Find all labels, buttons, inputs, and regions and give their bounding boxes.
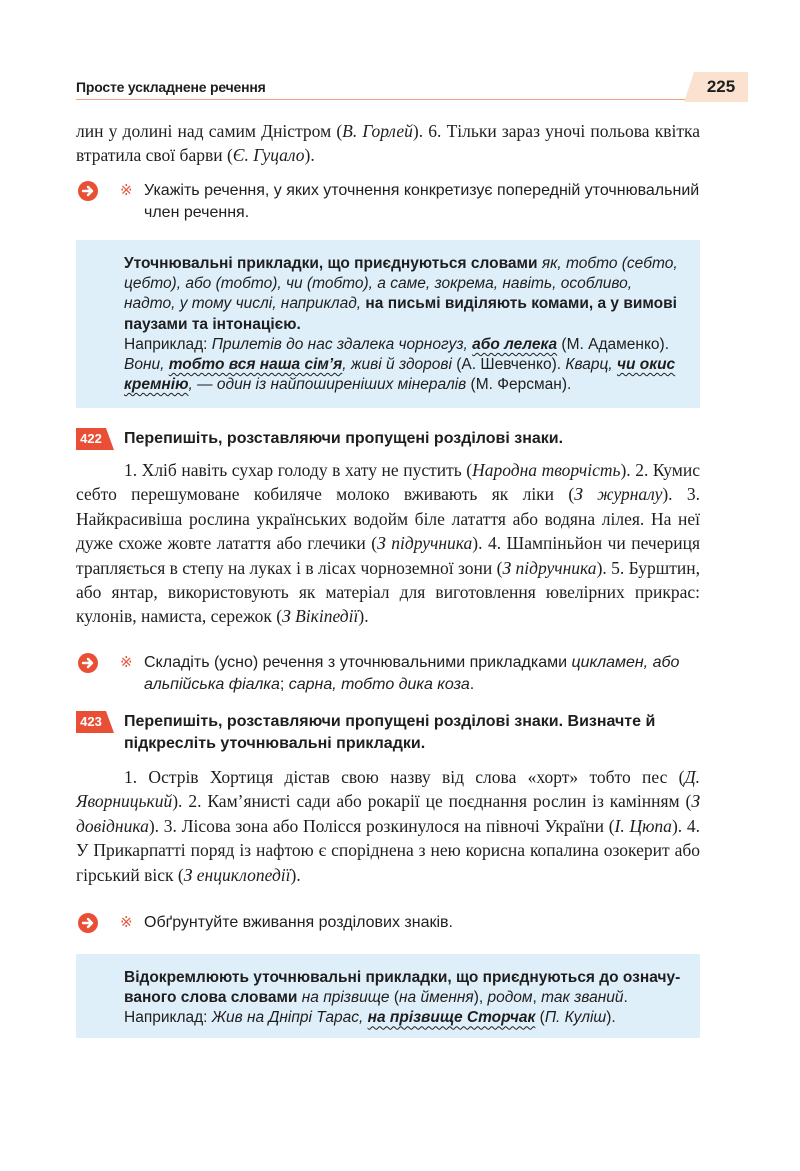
task-item-1 bbox=[76, 180, 700, 224]
exercise-422-header bbox=[76, 428, 700, 450]
exercise-422-text: 1. Хліб навіть сухар голоду в хату не пустить (Народна творчість). 2. Кумис себто перешумоване кобиляче молоко вживають як ліки (З журналу). 3. Найкрасивіша рослина українських водойм біле латаття або водяна лілея. На неї дуже схоже жовте латаття або глечики (З підручника). 4. Шампіньйон чи печериця трапляється в степу на луках і в лісах чорноземної зони (З підручника). 5. Бурштин, або янтар, використовують як матеріал для виготовлення ювелірних прикрас: кулонів, намиста, сережок (З Вікіпедії). bbox=[76, 460, 701, 627]
rule-box-2: Відокремлюють уточнювальні прикладки, що приєднуються до означуваного слова словами на прізвище (на ймення), родом, так званий. Наприклад: Жив на Дніпрі Тарас, на прізвище Сторчак (П. Куліш). bbox=[76, 954, 700, 1038]
page-number: 225 bbox=[694, 72, 748, 102]
arrow-right-icon bbox=[78, 181, 98, 201]
exercise-423-header bbox=[76, 711, 700, 755]
asterisk-icon: ※ bbox=[120, 914, 133, 931]
asterisk-icon: ※ bbox=[120, 182, 133, 199]
task-text: Обґрунтуйте вживання розділових знаків. bbox=[144, 914, 453, 931]
example-appositive: або лелека bbox=[472, 335, 558, 353]
arrow-right-icon bbox=[78, 913, 98, 933]
task-text: Складіть (усно) речення з уточнювальними прикладками цикламен, або альпійська фіалка; сарна, тобто дика коза. bbox=[144, 654, 680, 693]
example-appositive: на прізвище Сторчак bbox=[367, 1009, 536, 1027]
header-divider bbox=[76, 99, 696, 100]
exercise-423-text: 1. Острів Хортиця дістав свою назву від слова «хорт» тобто пес (Д. Яворницький). 2. Кам’янисті сади або рокарії це поєднання рослин із камінням (З довідника). 3. Лісова зона або Полісся розкинулося на півночі України (І. Цюпа). 4. У Прикарпатті поряд із нафтою є споріднена з нею корисна копалина озокерит або гірський віск (З енциклопедії). bbox=[76, 767, 700, 885]
asterisk-icon: ※ bbox=[120, 654, 133, 671]
continued-text: лин у долині над самим Дністром (В. Горлей). 6. Тільки зараз уночі польова квітка втратила свої барви (Є. Гуцало). bbox=[76, 121, 701, 166]
exercise-title: Перепишіть, розставляючи пропущені розділові знаки. Визначте й підкресліть уточнювальні прикладки. bbox=[124, 713, 656, 752]
exercise-number-badge: 422 bbox=[76, 428, 106, 450]
rule-box-1: Уточнювальні прикладки, що приєднуються словами як, тобто (себто, цебто), або (тобто), чи (тобто), а саме, зокрема, навіть, особливо, надто, у тому числі, наприклад, на письмі виділяють комами, а у вимові паузами та інтонацією. Наприклад: Прилетів до нас здалека чорногуз, або лелека (М. Адаменко). Вони, тобто вся наша сім’я, живі й здорові (А. Шевченко). Кварц, чи окис кремнію, — один із найпоширеніших мінералів (М. Ферсман). bbox=[76, 240, 700, 408]
section-title: Просте ускладнене речення bbox=[76, 79, 266, 95]
task-item-2 bbox=[76, 652, 700, 696]
task-text: Укажіть речення, у яких уточнення конкретизує попередній уточнювальний член речення. bbox=[144, 182, 700, 221]
exercise-title: Перепишіть, розставляючи пропущені розділові знаки. bbox=[124, 430, 564, 447]
arrow-right-icon bbox=[78, 653, 98, 673]
example-appositive: тобто вся наша сім’я bbox=[168, 356, 343, 374]
page-header bbox=[76, 72, 748, 102]
exercise-number-badge: 423 bbox=[76, 711, 106, 733]
task-item-3 bbox=[76, 912, 700, 934]
example-appositive: чи окис кремнію bbox=[124, 356, 676, 394]
